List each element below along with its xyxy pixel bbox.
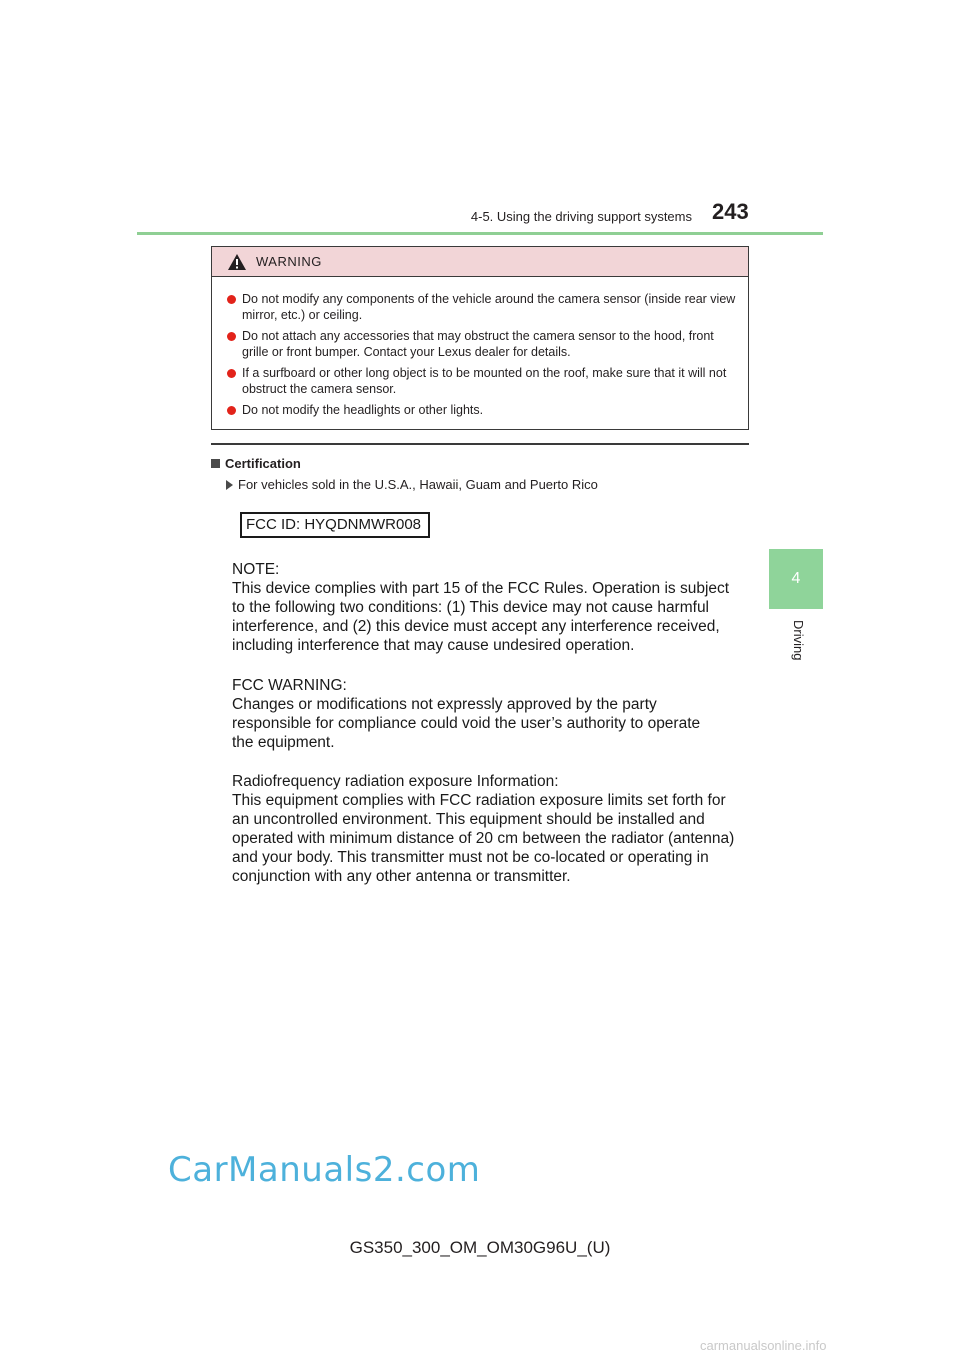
watermark-logo: CarManuals2.com <box>168 1150 481 1190</box>
warning-item <box>220 328 740 360</box>
page-number: 243 <box>712 199 749 224</box>
fcc-rf-line: This equipment complies with FCC radiation exposure limits set forth for <box>232 792 726 809</box>
chapter-tab[interactable]: 4 <box>769 549 823 609</box>
fcc-note-line: interference, and (2) this device must accept any interference received, <box>232 618 720 635</box>
fcc-warning <box>232 676 752 752</box>
warning-header <box>212 247 748 277</box>
warning-title: WARNING <box>256 254 322 269</box>
square-bullet-icon <box>211 459 220 468</box>
warning-item-text: Do not attach any accessories that may obstruct the camera sensor to the hood, front grille or front bumper. Contact your Lexus dealer for details. <box>242 329 714 359</box>
fcc-warning-line: FCC WARNING: <box>232 677 347 694</box>
certification-subheading-text: For vehicles sold in the U.S.A., Hawaii, Guam and Puerto Rico <box>238 477 598 492</box>
fcc-id-label: FCC ID: HYQDNMWR008 <box>240 512 430 538</box>
site-watermark: carmanualsonline.info <box>700 1338 827 1353</box>
header-rule <box>137 232 823 235</box>
warning-item-text: Do not modify any components of the vehicle around the camera sensor (inside rear view mirror, etc.) or ceiling. <box>242 292 736 322</box>
fcc-note-line: This device complies with part 15 of the FCC Rules. Operation is subject <box>232 580 730 597</box>
fcc-note-line: NOTE: <box>232 561 280 578</box>
certification-subheading <box>226 477 598 492</box>
warning-box <box>211 246 749 430</box>
fcc-note-line: to the following two conditions: (1) This device may not cause harmful <box>232 599 710 616</box>
manual-code: GS350_300_OM_OM30G96U_(U) <box>349 1238 611 1257</box>
bullet-icon <box>227 369 236 378</box>
warning-triangle-icon <box>227 253 247 271</box>
bullet-icon <box>227 332 236 341</box>
fcc-warning-line: responsible for compliance could void the user’s authority to operate <box>232 715 701 732</box>
certification-heading <box>211 456 301 471</box>
fcc-rf-line: conjunction with any other antenna or transmitter. <box>232 868 571 885</box>
bullet-icon <box>227 406 236 415</box>
warning-item-text: If a surfboard or other long object is to be mounted on the roof, make sure that it will not obstruct the camera sensor. <box>242 366 727 396</box>
bullet-icon <box>227 295 236 304</box>
fcc-warning-line: the equipment. <box>232 734 335 751</box>
certification-heading-text: Certification <box>225 456 301 471</box>
section-title: 4-5. Using the driving support systems <box>470 209 692 224</box>
warning-item <box>220 291 740 323</box>
fcc-rf-exposure <box>232 772 752 886</box>
fcc-rf-line: an uncontrolled environment. This equipment should be installed and <box>232 811 705 828</box>
warning-item <box>220 365 740 397</box>
chapter-label: Driving <box>791 620 806 661</box>
warning-item <box>220 402 740 418</box>
fcc-rf-line: and your body. This transmitter must not be co-located or operating in <box>232 849 709 866</box>
warning-list <box>212 277 748 418</box>
warning-item-text: Do not modify the headlights or other lights. <box>242 403 484 417</box>
fcc-rf-line: Radiofrequency radiation exposure Information: <box>232 773 559 790</box>
fcc-note <box>232 560 752 655</box>
fcc-warning-line: Changes or modifications not expressly approved by the party <box>232 696 657 713</box>
arrow-right-icon <box>226 480 233 490</box>
fcc-note-line: including interference that may cause undesired operation. <box>232 637 635 654</box>
fcc-rf-line: operated with minimum distance of 20 cm between the radiator (antenna) <box>232 830 735 847</box>
section-rule <box>211 443 749 445</box>
